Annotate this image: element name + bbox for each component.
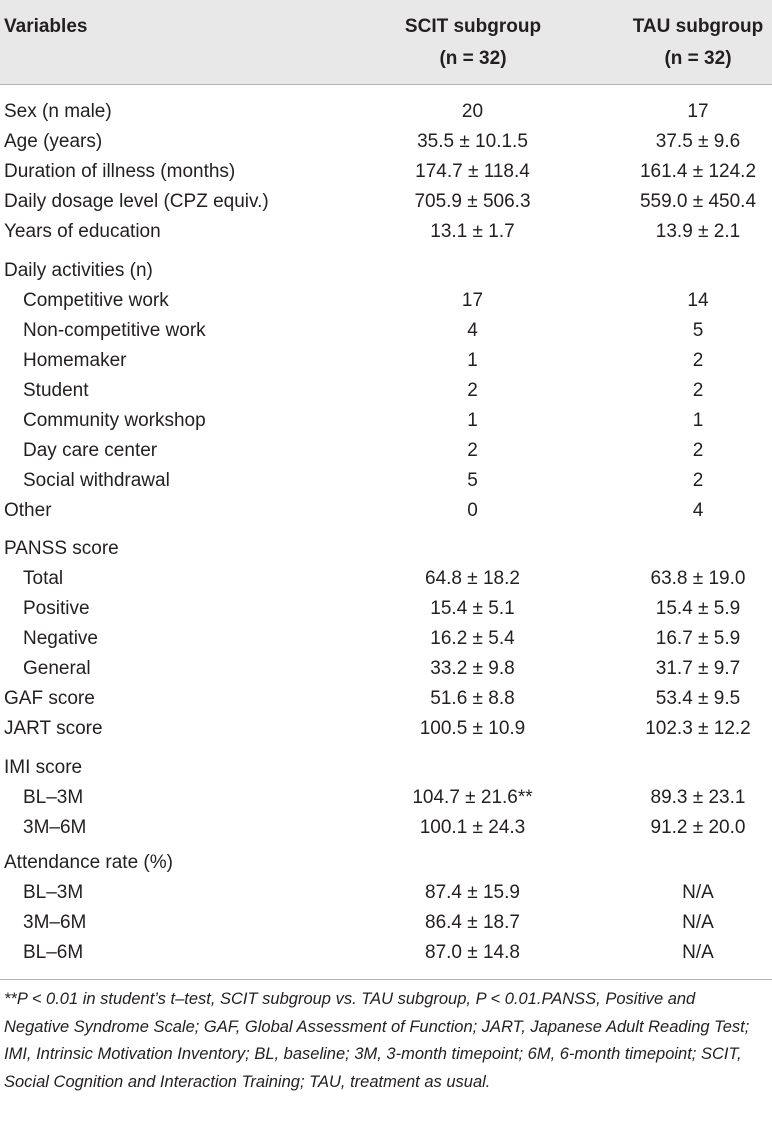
- table-row: [0, 256, 772, 286]
- scit-value: 15.4 ± 5.1: [430, 598, 515, 619]
- row-label: Negative: [23, 628, 98, 649]
- row-label: 3M–6M: [23, 817, 87, 838]
- scit-value: 17: [461, 290, 484, 311]
- table-row: [0, 878, 772, 908]
- row-label: BL–6M: [23, 942, 84, 963]
- tau-value: N/A: [682, 942, 714, 963]
- row-label: Years of education: [4, 221, 161, 242]
- table-row: [0, 594, 772, 624]
- table-row: [0, 753, 772, 783]
- scit-value: 1: [467, 350, 478, 371]
- scit-value: 2: [467, 440, 478, 461]
- table-row: [0, 496, 772, 526]
- scit-value: 20: [461, 101, 484, 122]
- scit-value: 87.0 ± 14.8: [425, 942, 520, 963]
- tau-value: 91.2 ± 20.0: [650, 817, 746, 838]
- table-row: [0, 406, 772, 436]
- tau-value: 2: [692, 440, 704, 461]
- table-row: [0, 564, 772, 594]
- header-tau-n: (n = 32): [664, 48, 732, 69]
- row-label: Student: [23, 380, 89, 401]
- tau-value: 17: [687, 101, 709, 122]
- row-label: BL–3M: [23, 882, 84, 903]
- tau-value: 4: [692, 500, 704, 521]
- tau-value: 102.3 ± 12.2: [645, 718, 751, 739]
- tau-value: 1: [692, 410, 704, 431]
- tau-value: 14: [687, 290, 709, 311]
- tau-value: 63.8 ± 19.0: [650, 568, 746, 589]
- tau-value: 31.7 ± 9.7: [655, 658, 741, 679]
- scit-value: 2: [467, 380, 478, 401]
- table-row: [0, 714, 772, 744]
- scit-value: 64.8 ± 18.2: [425, 568, 520, 589]
- scit-value: 16.2 ± 5.4: [430, 628, 515, 649]
- row-label: Sex (n male): [4, 101, 112, 122]
- table-header: [0, 0, 772, 85]
- row-label: Total: [23, 568, 64, 589]
- tau-value: N/A: [682, 912, 714, 933]
- row-label: Other: [4, 500, 52, 521]
- tau-value: 2: [692, 470, 704, 491]
- table-row: [0, 848, 772, 878]
- scit-value: 0: [467, 500, 478, 521]
- tau-value: 5: [692, 320, 704, 341]
- row-label: GAF score: [4, 688, 95, 709]
- table-row: [0, 187, 772, 217]
- scit-value: 104.7 ± 21.6**: [412, 787, 533, 808]
- header-tau: TAU subgroup: [632, 16, 764, 37]
- tau-value: 2: [692, 380, 704, 401]
- scit-value: 174.7 ± 118.4: [415, 161, 530, 182]
- scit-value: 35.5 ± 10.1.5: [417, 131, 528, 152]
- scit-value: 1: [467, 410, 478, 431]
- table-row: [0, 534, 772, 564]
- row-label: Social withdrawal: [23, 470, 170, 491]
- section-label: Attendance rate (%): [4, 852, 173, 873]
- scit-value: 51.6 ± 8.8: [430, 688, 515, 709]
- table-row: [0, 466, 772, 496]
- tau-value: 2: [692, 350, 704, 371]
- tau-value: 37.5 ± 9.6: [655, 131, 741, 152]
- table-row: [0, 684, 772, 714]
- header-scit: SCIT subgroup: [404, 16, 542, 37]
- tau-value: 53.4 ± 9.5: [655, 688, 741, 709]
- table-row: [0, 624, 772, 654]
- row-label: Age (years): [4, 131, 103, 152]
- table-row: [0, 908, 772, 938]
- row-label: Competitive work: [23, 290, 169, 311]
- table-row: [0, 938, 772, 968]
- header-scit-n: (n = 32): [439, 48, 507, 69]
- row-label: Positive: [23, 598, 90, 619]
- tau-value: 16.7 ± 5.9: [655, 628, 741, 649]
- tau-value: 13.9 ± 2.1: [655, 221, 741, 242]
- table-row: [0, 436, 772, 466]
- scit-value: 86.4 ± 18.7: [425, 912, 520, 933]
- scit-value: 13.1 ± 1.7: [430, 221, 515, 242]
- table-row: [0, 654, 772, 684]
- scit-value: 87.4 ± 15.9: [425, 882, 520, 903]
- scit-value: 4: [467, 320, 478, 341]
- tau-value: 161.4 ± 124.2: [639, 161, 757, 182]
- table-row: [0, 316, 772, 346]
- table-footnote: **P < 0.01 in student’s t–test, SCIT subgroup vs. TAU subgroup, P < 0.01.PANSS, Positive and Negative Syndrome Scale; GAF, Global Assessment of Function; JART, Japanese Adult Reading Test; IMI, Intrinsic Motivation Inventory; BL, baseline; 3M, 3-month timepoint; 6M, 6-month timepoint; SCIT, Social Cognition and Interaction Training; TAU, treatment as usual.: [4, 990, 750, 1091]
- table-row: [0, 97, 772, 127]
- table-row: [0, 346, 772, 376]
- row-label: Daily dosage level (CPZ equiv.): [4, 191, 269, 212]
- tau-value: 15.4 ± 5.9: [655, 598, 741, 619]
- scit-value: 705.9 ± 506.3: [414, 191, 531, 212]
- table-row: [0, 813, 772, 843]
- row-label: Community workshop: [23, 410, 206, 431]
- table-bottom-rule: [0, 979, 772, 980]
- section-label: IMI score: [4, 757, 83, 778]
- scit-value: 100.5 ± 10.9: [419, 718, 526, 739]
- section-label: Daily activities (n): [4, 260, 153, 281]
- tau-value: 559.0 ± 450.4: [639, 191, 757, 212]
- table-row: [0, 127, 772, 157]
- tau-value: 89.3 ± 23.1: [650, 787, 746, 808]
- scit-value: 5: [467, 470, 478, 491]
- table-row: [0, 286, 772, 316]
- table-row: [0, 376, 772, 406]
- tau-value: N/A: [682, 882, 714, 903]
- table-row: [0, 783, 772, 813]
- row-label: JART score: [4, 718, 103, 739]
- table-row: [0, 217, 772, 247]
- row-label: Non-competitive work: [23, 320, 206, 341]
- header-variables: Variables: [4, 16, 88, 37]
- row-label: Day care center: [23, 440, 158, 461]
- row-label: 3M–6M: [23, 912, 87, 933]
- scit-value: 100.1 ± 24.3: [419, 817, 526, 838]
- table-row: [0, 157, 772, 187]
- scit-value: 33.2 ± 9.8: [430, 658, 515, 679]
- section-label: PANSS score: [4, 538, 119, 559]
- row-label: Homemaker: [23, 350, 127, 371]
- row-label: General: [23, 658, 91, 679]
- row-label: BL–3M: [23, 787, 84, 808]
- row-label: Duration of illness (months): [4, 161, 236, 182]
